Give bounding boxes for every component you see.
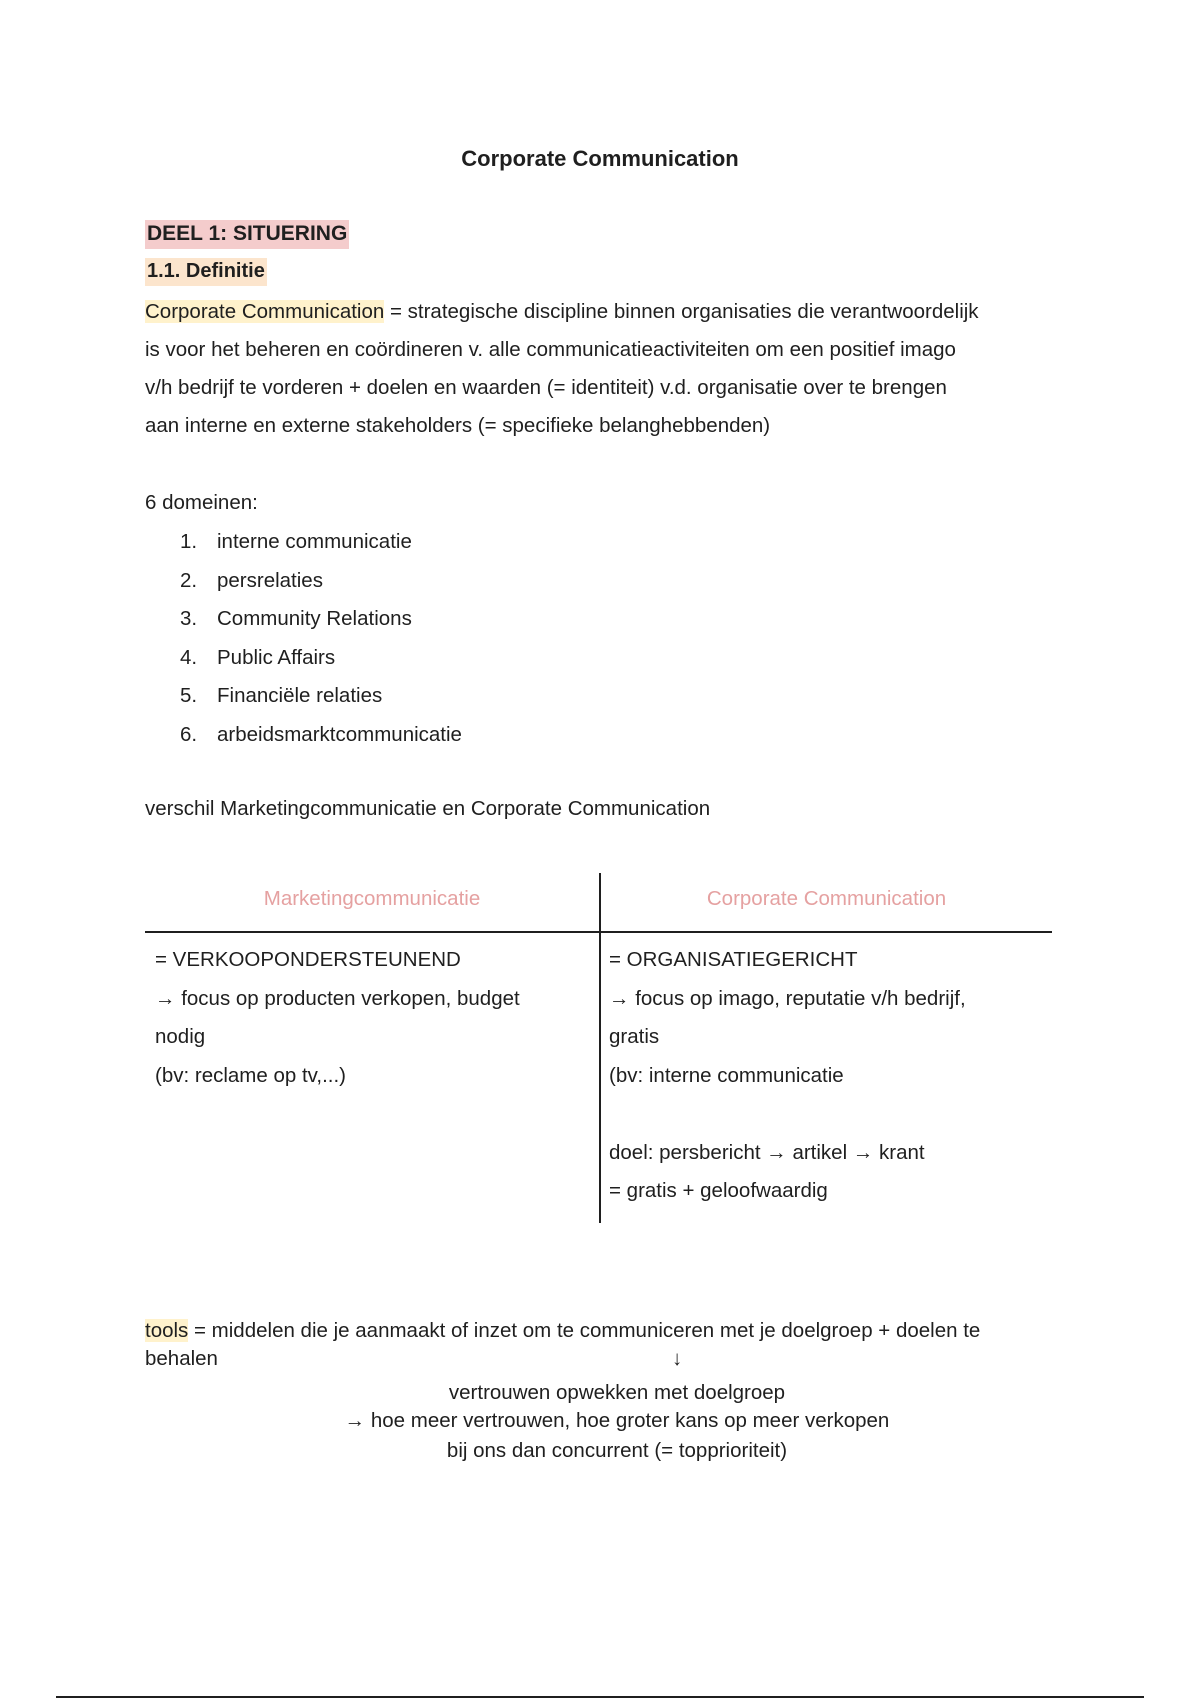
list-number: 4. — [180, 645, 198, 669]
cell-line: nodig — [155, 1025, 206, 1048]
table-column-divider — [599, 873, 601, 1223]
list-item — [180, 523, 462, 562]
list-label: Public Affairs — [217, 645, 336, 669]
cell-line: (bv: reclame op tv,...) — [155, 1063, 347, 1087]
domains-heading: 6 domeinen: — [145, 491, 258, 514]
list-number: 3. — [180, 607, 198, 630]
down-arrow-icon: ↓ — [672, 1347, 683, 1370]
table-cell-marketing — [155, 941, 520, 1095]
comparison-heading: verschil Marketingcommunicatie en Corporate Communication — [145, 797, 711, 820]
list-label: Financiële relaties — [217, 684, 383, 707]
cell-line: = VERKOOPONDERSTEUNEND — [155, 948, 461, 971]
cell-blank-line — [609, 1095, 966, 1134]
table-header-corporate: Corporate Communication — [706, 887, 947, 910]
list-item — [180, 600, 462, 639]
table-cell-corporate — [609, 941, 966, 1211]
list-number: 6. — [180, 722, 198, 746]
list-item — [180, 677, 462, 716]
definition-line-1 — [145, 293, 979, 331]
list-label: Community Relations — [217, 607, 412, 630]
tools-definition: = middelen die je aanmaakt of inzet om te communiceren met je doelgroep + doelen te — [188, 1319, 981, 1342]
section-heading: DEEL 1: SITUERING — [145, 220, 349, 249]
subsection-heading: 1.1. Definitie — [145, 258, 267, 286]
list-label: interne communicatie — [217, 530, 412, 553]
list-item — [180, 562, 462, 601]
domains-list — [180, 523, 462, 754]
list-label: arbeidsmarktcommunicatie — [217, 722, 462, 746]
definition-term: Corporate Communication — [145, 300, 385, 323]
list-number: 1. — [180, 530, 198, 553]
cell-line: → focus op imago, reputatie v/h bedrijf, — [609, 986, 966, 1010]
definition-line-2: is voor het beheren en coördineren v. alle communicatieactiviteiten om een positief imago — [145, 338, 956, 361]
tools-center-line-1: vertrouwen opwekken met doelgroep — [448, 1381, 786, 1404]
tools-center-line-3: bij ons dan concurrent (= topprioriteit) — [446, 1439, 788, 1462]
cell-line: (bv: interne communicatie — [609, 1063, 844, 1087]
list-item — [180, 639, 462, 678]
tools-center-line-2: → hoe meer vertrouwen, hoe groter kans op meer verkopen — [344, 1409, 890, 1432]
table-header-marketing: Marketingcommunicatie — [263, 887, 481, 910]
page-bottom-rule — [56, 1696, 1144, 1698]
cell-line: → focus op producten verkopen, budget — [155, 986, 520, 1010]
tools-term: tools — [145, 1319, 189, 1342]
definition-line-1-rest: = strategische discipline binnen organisaties die verantwoordelijk — [384, 300, 979, 323]
list-number: 5. — [180, 684, 198, 707]
comparison-table — [145, 873, 1052, 1223]
page-title: Corporate Communication — [461, 146, 739, 171]
cell-line: = gratis + geloofwaardig — [609, 1179, 828, 1202]
definition-line-4: aan interne en externe stakeholders (= specifieke belanghebbenden) — [145, 414, 771, 437]
list-item — [180, 716, 462, 755]
cell-line: doel: persbericht → artikel → krant — [609, 1140, 925, 1164]
list-number: 2. — [180, 568, 198, 592]
list-label: persrelaties — [217, 568, 323, 592]
cell-line: = ORGANISATIEGERICHT — [609, 948, 858, 971]
cell-line: gratis — [609, 1025, 660, 1048]
tools-line-1 — [145, 1317, 980, 1345]
definition-line-3: v/h bedrijf te vorderen + doelen en waarden (= identiteit) v.d. organisatie over te brengen — [145, 376, 947, 399]
tools-line-2: behalen — [145, 1347, 218, 1370]
